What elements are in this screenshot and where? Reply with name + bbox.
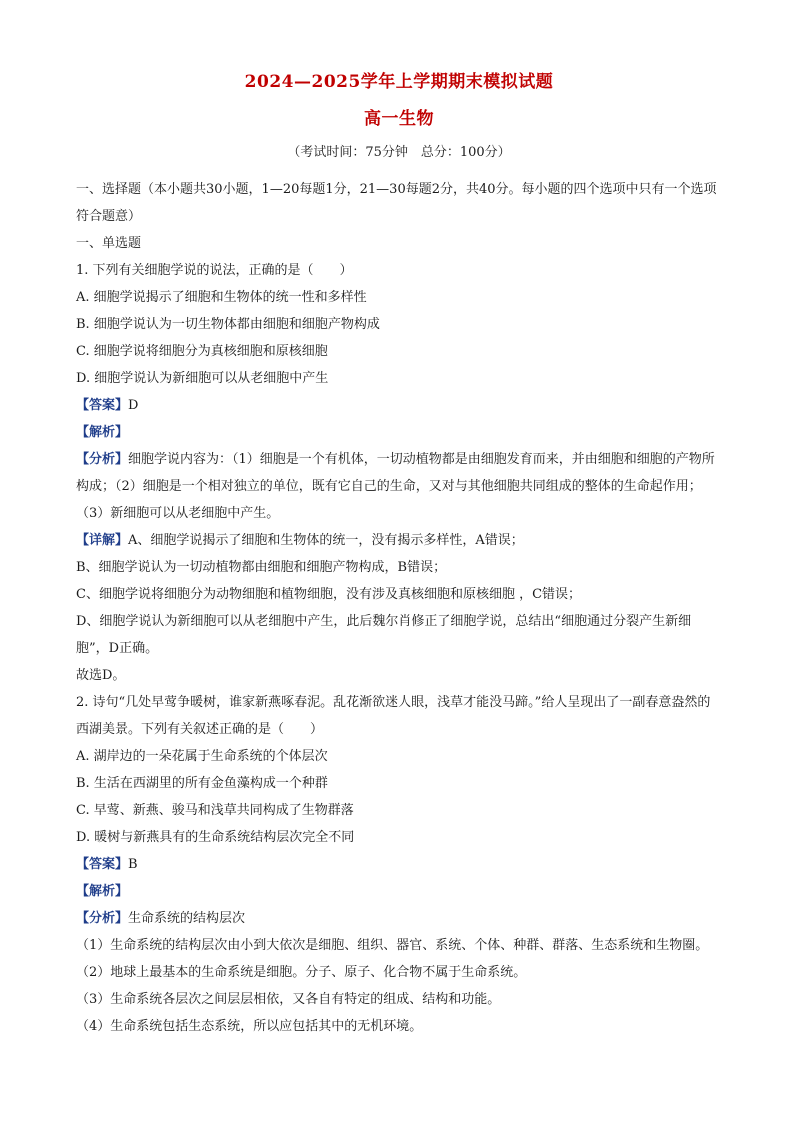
xiangjie-line-c: C、细胞学说将细胞分为动物细胞和植物细胞，没有涉及真核细胞和原核细胞 ，C错误； xyxy=(76,587,582,602)
answer-tag: 【答案】 xyxy=(76,857,129,872)
fenxi-tag: 【分析】 xyxy=(76,911,129,926)
document-content xyxy=(76,64,722,1040)
option-a: A. 湖岸边的一朵花属于生命系统的个体层次 xyxy=(76,749,328,764)
question-stem: 2. 诗句“几处早莺争暖树，谁家新燕啄春泥。乱花渐欲迷人眼，浅草才能没马蹄。”给人呈现出了一副春意盎然的西湖美景。下列有关叙述正确的是（ ） xyxy=(76,695,711,737)
question-1 xyxy=(76,257,722,689)
option-b: B. 细胞学说认为一切生物体都由细胞和细胞产物构成 xyxy=(76,317,380,332)
conclusion: 故选D。 xyxy=(76,668,126,683)
fenxi-paragraph xyxy=(76,905,722,932)
fenxi-text: 细胞学说内容为：（1）细胞是一个有机体，一切动植物都是由细胞发育而来，并由细胞和细胞的产物所构成；（2）细胞是一个相对独立的单位，既有它自己的生命，又对与其他细胞共同组成的整体的生命起作用；（3）新细胞可以从老细胞中产生。 xyxy=(76,452,715,521)
fenxi-paragraph xyxy=(76,446,722,527)
xiangjie-line-d: D、细胞学说认为新细胞可以从老细胞中产生，此后魏尔肖修正了细胞学说，总结出“细胞通过分裂产生新细胞”，D正确。 xyxy=(76,614,692,656)
answer-line xyxy=(76,392,722,419)
point-4: （4）生命系统包括生态系统，所以应包括其中的无机环境。 xyxy=(76,1019,423,1034)
section-heading: 一、单选题 xyxy=(76,236,142,251)
fenxi-tag: 【分析】 xyxy=(76,452,129,467)
analysis-tag: 【解析】 xyxy=(76,425,129,440)
question-stem: 1. 下列有关细胞学说的说法，正确的是（ ） xyxy=(76,263,353,278)
xiangjie-text: A、细胞学说揭示了细胞和生物体的统一，没有揭示多样性，A错误； xyxy=(128,533,524,548)
analysis-line xyxy=(76,878,722,905)
answer-line xyxy=(76,851,722,878)
analysis-line xyxy=(76,419,722,446)
question-2 xyxy=(76,689,722,1040)
section-instructions: 一、选择题（本小题共30小题，1—20每题1分，21—30每题2分，共40分。每小题的四个选项中只有一个选项符合题意） xyxy=(76,182,717,224)
point-2: （2）地球上最基本的生命系统是细胞。分子、原子、化合物不属于生命系统。 xyxy=(76,965,527,980)
option-c: C. 早莺、新燕、骏马和浅草共同构成了生物群落 xyxy=(76,803,354,818)
option-a: A. 细胞学说揭示了细胞和生物体的统一性和多样性 xyxy=(76,290,367,305)
point-1: （1）生命系统的结构层次由小到大依次是细胞、组织、器官、系统、个体、种群、群落、生态系统和生物圈。 xyxy=(76,938,709,953)
option-c: C. 细胞学说将细胞分为真核细胞和原核细胞 xyxy=(76,344,328,359)
xiangjie-tag: 【详解】 xyxy=(76,533,129,548)
answer-value: D xyxy=(128,398,139,413)
answer-tag: 【答案】 xyxy=(76,398,129,413)
exam-info: （考试时间：75分钟 总分：100分） xyxy=(287,145,511,160)
answer-value: B xyxy=(128,857,138,872)
xiangjie-line-a xyxy=(76,527,722,554)
exam-title: 2024—2025学年上学期期末模拟试题 xyxy=(244,72,554,92)
option-d: D. 细胞学说认为新细胞可以从老细胞中产生 xyxy=(76,371,329,386)
point-3: （3）生命系统各层次之间层层相依，又各自有特定的组成、结构和功能。 xyxy=(76,992,501,1007)
analysis-tag: 【解析】 xyxy=(76,884,129,899)
xiangjie-line-b: B、细胞学说认为一切动植物都由细胞和细胞产物构成，B错误； xyxy=(76,560,447,575)
option-b: B. 生活在西湖里的所有金鱼藻构成一个种群 xyxy=(76,776,328,791)
fenxi-text: 生命系统的结构层次 xyxy=(128,911,246,926)
option-d: D. 暖树与新燕具有的生命系统结构层次完全不同 xyxy=(76,830,355,845)
exam-subject: 高一生物 xyxy=(364,109,434,129)
